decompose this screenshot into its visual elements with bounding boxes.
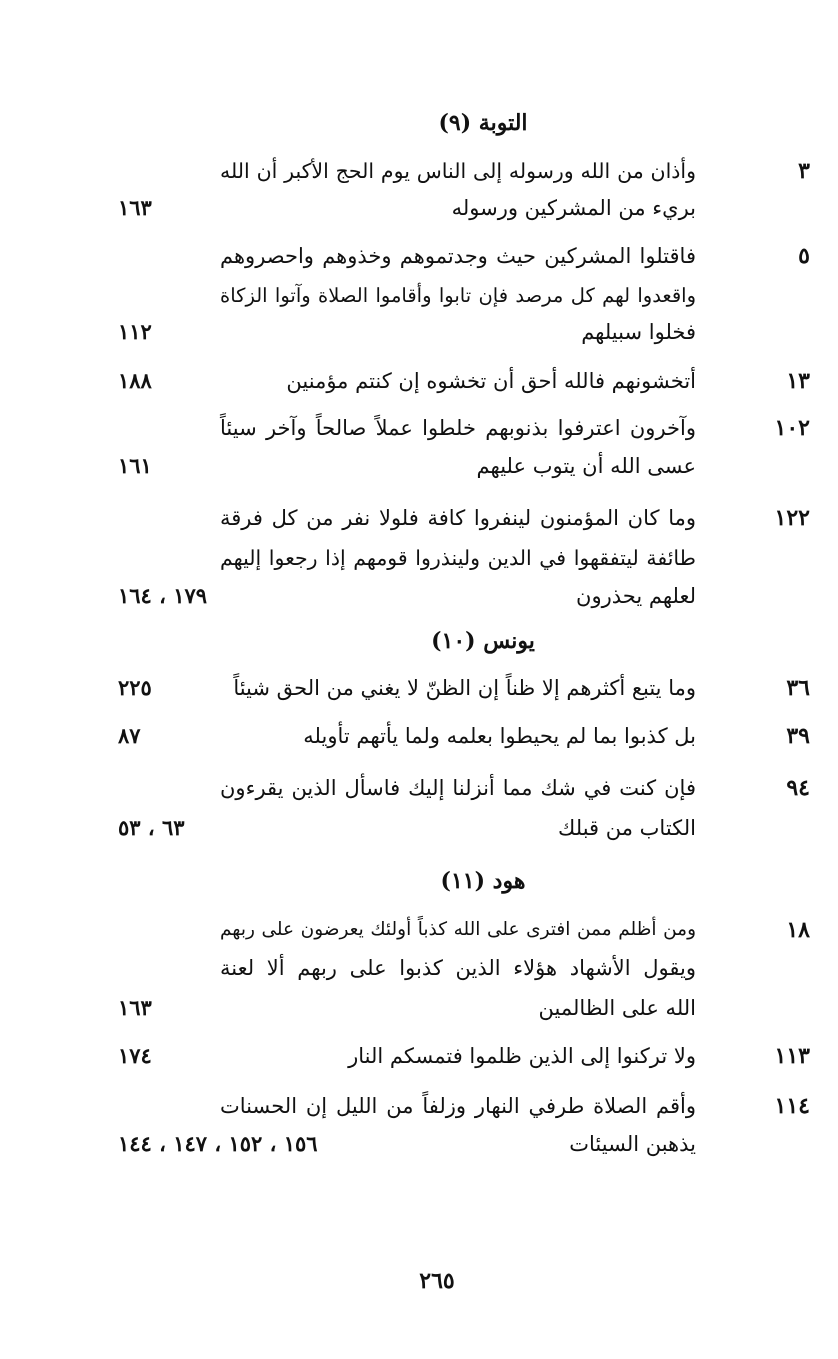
entry-line-row <box>0 1088 838 1124</box>
verse-text-line: فخلوا سبيلهم <box>581 320 696 344</box>
page-references: ١٦٣ <box>118 195 152 220</box>
verse-number: ١٨ <box>786 917 810 943</box>
page-references: ١١٢ <box>118 319 152 344</box>
entry-line-row <box>0 1126 838 1162</box>
section-title: التوبة (٩) <box>438 110 528 136</box>
entry-line-row <box>0 238 838 274</box>
page-references: ٦٣ ، ٥٣ <box>118 815 185 840</box>
page-references: ١٧٩ ، ١٦٤ <box>118 583 208 608</box>
verse-number: ١٠٢ <box>774 415 810 441</box>
verse-text-line: وأذان من الله ورسوله إلى الناس يوم الحج الأكبر أن الله <box>220 159 696 183</box>
page-references: ١٨٨ <box>118 368 152 393</box>
page-references: ١٧٤ <box>118 1043 152 1068</box>
verse-number: ١١٣ <box>774 1043 810 1069</box>
entry-line-row <box>0 810 838 846</box>
verse-text-line: فإن كنت في شك مما أنزلنا إليك فاسأل الذين يقرءون <box>220 776 696 800</box>
verse-text-line: وما يتبع أكثرهم إلا ظناً إن الظنّ لا يغني من الحق شيئاً <box>233 676 696 700</box>
page-references: ١٦١ <box>118 453 152 478</box>
verse-number: ١١٤ <box>774 1093 810 1119</box>
entry-line-row <box>0 670 838 706</box>
entry-line-row <box>0 153 838 189</box>
entry-line-row <box>0 990 838 1026</box>
verse-text-line: يذهبن السيئات <box>569 1132 696 1156</box>
verse-number: ١٣ <box>786 368 810 394</box>
entry-line-row <box>0 770 838 806</box>
verse-number: ٩٤ <box>786 775 810 801</box>
entry-line-row <box>0 950 838 986</box>
verse-number: ٣ <box>798 158 810 184</box>
verse-text-line: وأقم الصلاة طرفي النهار وزلفاً من الليل إن الحسنات <box>220 1094 696 1118</box>
verse-text-line: لعلهم يحذرون <box>576 584 696 608</box>
verse-text-line: ويقول الأشهاد هؤلاء الذين كذبوا على ربهم ألا لعنة <box>220 956 696 980</box>
verse-text-line: واقعدوا لهم كل مرصد فإن تابوا وأقاموا الصلاة وآتوا الزكاة <box>220 284 696 307</box>
page-references: ٢٢٥ <box>118 675 152 700</box>
page-references: ٨٧ <box>118 723 141 748</box>
entry-line-row <box>0 314 838 350</box>
entry-line-row <box>0 1038 838 1074</box>
verse-text-line: الله على الظالمين <box>538 996 696 1020</box>
verse-text-line: بل كذبوا بما لم يحيطوا بعلمه ولما يأتهم تأويله <box>303 724 696 748</box>
section-title: هود (١١) <box>440 868 526 894</box>
entry-line-row <box>0 410 838 446</box>
verse-text-line: وما كان المؤمنون لينفروا كافة فلولا نفر من كل فرقة <box>220 506 696 530</box>
verse-text-line: ومن أظلم ممن افترى على الله كذباً أولئك يعرضون على ربهم <box>220 919 696 940</box>
entry-line-row <box>0 718 838 754</box>
section-title: يونس (١٠) <box>431 628 535 654</box>
verse-text-line: فاقتلوا المشركين حيث وجدتموهم وخذوهم واحصروهم <box>220 244 696 268</box>
entry-line-row <box>0 912 838 948</box>
entry-line-row <box>0 578 838 614</box>
verse-text-line: بريء من المشركين ورسوله <box>451 196 696 220</box>
entry-line-row <box>0 363 838 399</box>
verse-number: ٣٩ <box>786 723 810 749</box>
verse-text-line: الكتاب من قبلك <box>558 816 696 840</box>
verse-text-line: طائفة ليتفقهوا في الدين ولينذروا قومهم إذا رجعوا إليهم <box>220 546 696 570</box>
entry-line-row <box>0 278 838 314</box>
verse-number: ٥ <box>798 243 810 269</box>
page-number: ٢٦٥ <box>419 1268 455 1294</box>
entry-line-row <box>0 448 838 484</box>
verse-text-line: ولا تركنوا إلى الذين ظلموا فتمسكم النار <box>348 1044 696 1068</box>
entry-line-row <box>0 190 838 226</box>
verse-text-line: وآخرون اعترفوا بذنوبهم خلطوا عملاً صالحاً وآخر سيئاً <box>220 416 696 440</box>
verse-number: ١٢٢ <box>774 505 810 531</box>
verse-number: ٣٦ <box>786 675 810 701</box>
verse-text-line: عسى الله أن يتوب عليهم <box>476 454 696 478</box>
verse-text-line: أتخشونهم فالله أحق أن تخشوه إن كنتم مؤمنين <box>286 369 696 393</box>
page-references: ١٥٦ ، ١٥٢ ، ١٤٧ ، ١٤٤ <box>118 1131 318 1156</box>
page-references: ١٦٣ <box>118 995 152 1020</box>
entry-line-row <box>0 500 838 536</box>
entry-line-row <box>0 540 838 576</box>
